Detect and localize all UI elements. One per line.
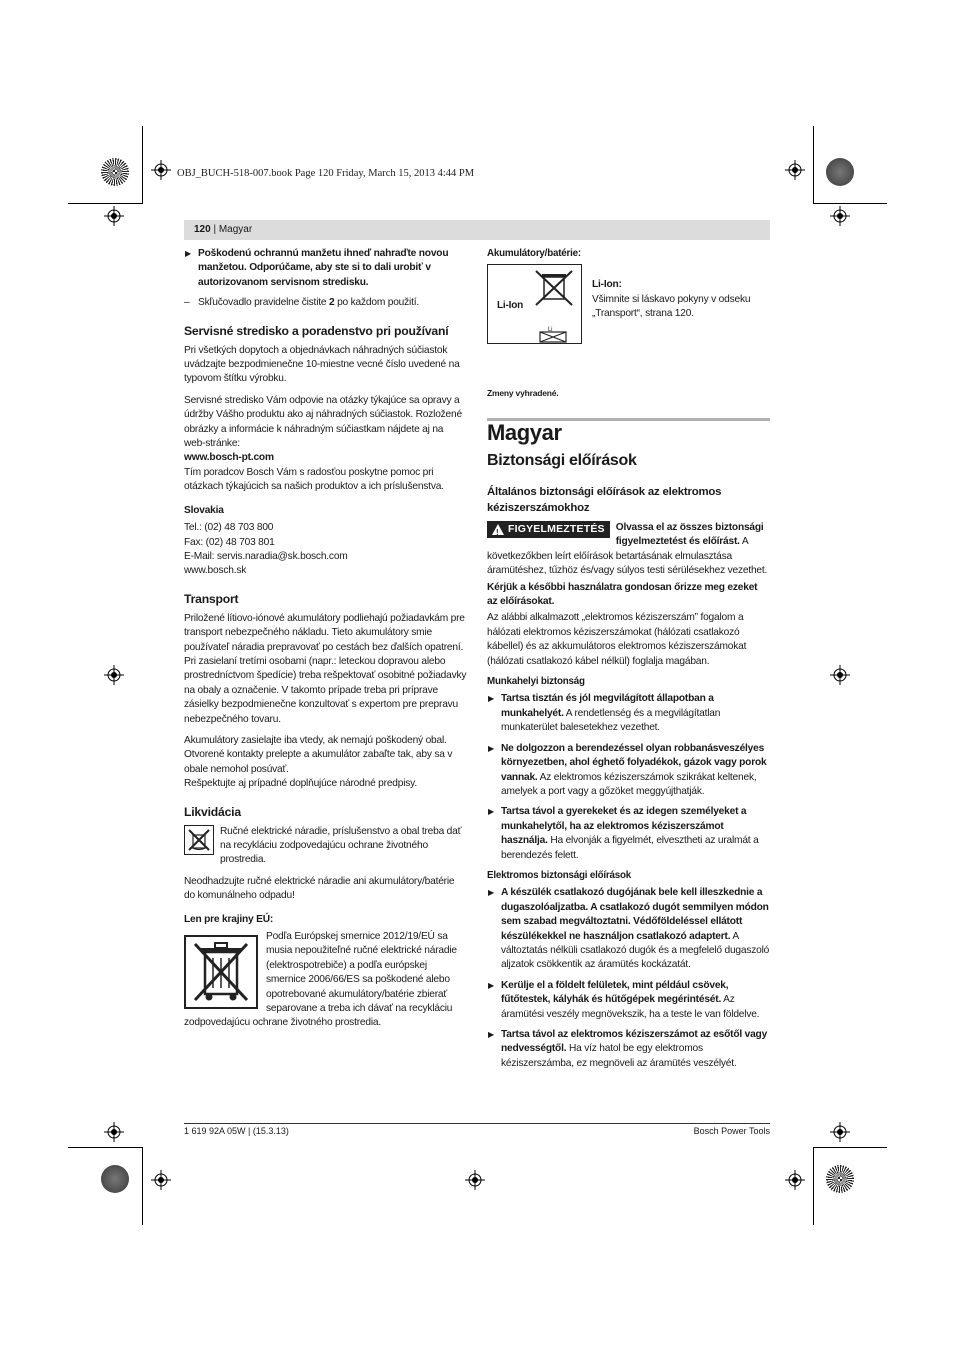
subheading: Munkahelyi biztonság xyxy=(487,676,585,688)
liion-heading: Li-Ion: xyxy=(592,279,622,291)
section-title: Biztonsági előírások xyxy=(487,452,637,469)
warning-badge: ! FIGYELMEZTETÉS xyxy=(487,521,610,538)
bullet-arrow-icon xyxy=(488,886,494,900)
paragraph: Servisné stredisko Vám odpovie na otázky týkajúce sa opravy a údržby Vášho produktu ako aj náhradných súčiastok. Rozložené obrázky a informácie k náhradným súčiastkam nájdete aj na web-stránke: xyxy=(184,394,462,450)
subheading: Elektromos biztonsági előírások xyxy=(487,869,632,881)
section-heading: Transport xyxy=(184,591,239,606)
page-title: Magyar xyxy=(487,420,562,445)
battery-disposal-symbol xyxy=(487,264,582,344)
crop-mark xyxy=(813,126,814,204)
country-heading: Slovakia xyxy=(184,504,224,516)
crop-mark xyxy=(142,1147,143,1225)
color-rosette-icon xyxy=(101,1165,129,1193)
paragraph: Az alábbi alkalmazott „elektromos kéziszerszám” fogalom a hálózati elektromos kéziszerszámokat (hálózati csatlakozó kábellel) és az akkumulátoros elektromos kéziszerszámokat (hálózati csatlakozó kábel nélkül) foglalja magában. xyxy=(487,612,747,667)
section-heading: Általános biztonsági előírások az elektromos kéziszerszámokhoz xyxy=(487,486,722,514)
battery-row xyxy=(487,264,770,344)
crossed-bin-icon xyxy=(184,935,258,1009)
disposal-row xyxy=(184,825,467,868)
registration-mark-icon xyxy=(785,1170,805,1190)
registration-mark-icon xyxy=(151,160,171,180)
crop-mark xyxy=(142,126,143,204)
crossed-battery-bin-icon xyxy=(534,269,574,307)
warning-triangle-icon: ! xyxy=(492,524,504,535)
right-column-top xyxy=(487,247,770,401)
registration-mark-icon xyxy=(104,1122,124,1142)
section-heading: Servisné stredisko a poradenstvo pri používaní xyxy=(184,323,449,338)
list-item: ▶ Tartsa távol az elektromos kéziszerszámot az esőtől vagy nedvességtől. Ha víz hatol be egy elektromos kéziszerszámba, ez megnöveli az áramütés veszélyét. xyxy=(487,1028,770,1071)
crop-mark xyxy=(813,1147,887,1148)
bullet-arrow-icon xyxy=(185,247,191,261)
web-link[interactable]: www.bosch.sk xyxy=(184,565,247,577)
registration-mark-icon xyxy=(785,160,805,180)
color-rosette-icon xyxy=(826,1165,854,1193)
eu-block xyxy=(184,930,467,1031)
web-link[interactable]: www.bosch-pt.com xyxy=(184,452,274,464)
registration-mark-icon xyxy=(830,206,850,226)
recycle-packaging-icon xyxy=(184,825,214,855)
changes-note: Zmeny vyhradené. xyxy=(487,388,559,399)
crop-mark xyxy=(813,1147,814,1225)
list-item: – Skľučovadlo pravidelne čistite 2 po každom použití. xyxy=(184,296,467,310)
left-column xyxy=(184,247,467,1031)
subheading: Len pre krajiny EÚ: xyxy=(184,913,274,925)
registration-mark-icon xyxy=(104,206,124,226)
bullet-arrow-icon xyxy=(488,692,494,706)
dash-mark: – xyxy=(184,297,190,309)
list-item: ▶ Tartsa távol a gyerekeket és az idegen személyeket a munkahelytől, ha az elektromos kéziszerszámot használja. Ha elvonják a figyelmét, elvesztheti az uralmát a berendezés felett. xyxy=(487,805,770,863)
print-info: OBJ_BUCH-518-007.book Page 120 Friday, March 15, 2013 4:44 PM xyxy=(177,168,475,179)
footer-doc-number: 1 619 92A 05W | (15.3.13) xyxy=(184,1126,289,1136)
registration-mark-icon xyxy=(151,1170,171,1190)
li-small-label: Li xyxy=(548,327,553,334)
footer-rule xyxy=(184,1123,770,1124)
list-item: ▶ Ne dolgozzon a berendezéssel olyan robbanásveszélyes környezetben, ahol éghető folyadékok, gázok vagy porok vannak. Az elektromos kéziszerszámok szikrákat keltenek, amelyek a port vagy a gőzöket meggyújthatják. xyxy=(487,742,770,800)
paragraph: Ručné elektrické náradie, príslušenstvo a obal treba dať na recykláciu zodpovedajúcu ochrane životného prostredia. xyxy=(220,825,462,866)
header-separator: | xyxy=(210,224,219,235)
list-item: ▶ Poškodenú ochrannú manžetu ihneď nahraďte novou manžetou. Odporúčame, aby ste si to dali urobiť v autorizovanom servisnom stredisku. xyxy=(184,247,467,290)
paragraph: Neodhadzujte ručné elektrické náradie ani akumulátory/batérie do komunálneho odpadu! xyxy=(184,875,455,902)
phone-text: Tel.: (02) 48 703 800 xyxy=(184,522,274,534)
registration-mark-icon xyxy=(465,1170,485,1190)
liion-note xyxy=(592,278,770,321)
bullet-arrow-icon xyxy=(488,1028,494,1042)
crop-mark xyxy=(813,203,887,204)
running-header xyxy=(184,220,770,240)
paragraph: Tím poradcov Bosch Vám s radosťou poskytne pomoc pri otázkach týkajúcich sa našich produktov a ich príslušenstva. xyxy=(184,466,444,493)
bullet-arrow-icon xyxy=(488,979,494,993)
li-ion-label: Li-Ion xyxy=(497,300,524,312)
paragraph: Akumulátory zasielajte iba vtedy, ak nemajú poškodený obal. Otvorené kontakty prelepte a akumulátor zabaľte tak, aby sa v obale nemohol posúvať. xyxy=(184,734,453,775)
list-item: ▶ Kerülje el a földelt felületek, mint például csövek, fűtőtestek, kályhák és hűtőgépek megérintését. Az áramütési veszély megnövekszik, ha a teste le van földelve. xyxy=(487,979,770,1022)
registration-mark-icon xyxy=(830,1122,850,1142)
list-item: ▶ Tartsa tisztán és jól megvilágított állapotban a munkahelyét. A rendetlenség és a megvilágítatlan munkaterület balesetekhez vezethet. xyxy=(487,692,770,735)
subheading: Akumulátory/batérie: xyxy=(487,248,581,259)
paragraph: Pri všetkých dopytoch a objednávkach náhradných súčiastok uvádzajte bezpodmienečne 10-miestne vecné číslo uvedené na typovom štítku výrobku. xyxy=(184,344,460,385)
bullet-arrow-icon xyxy=(488,805,494,819)
color-rosette-icon xyxy=(101,158,129,186)
recycle-icon xyxy=(538,331,568,343)
crop-mark xyxy=(68,203,142,204)
paragraph: Kérjük a későbbi használatra gondosan őrizze meg ezeket az előírásokat. xyxy=(487,581,758,608)
paragraph: Pri zasielaní tretími osobami (napr.: leteckou dopravou alebo prostredníctvom špedície) treba rešpektovať osobitné požiadavky na obaly a označenie. V takomto prípade treba pri príprave zásielky bezpodmienečne konzultovať s expertom pre prepravu nebezpečného tovaru. xyxy=(184,655,467,725)
right-column-body xyxy=(487,485,770,1077)
paragraph: Priložené lítiovo-iónové akumulátory podliehajú požiadavkám pre transport nebezpečného nákladu. Tieto akumulátory smie používateľ náradia prepravovať po cestách bez ďalších opatrení. xyxy=(184,612,465,653)
bullet-arrow-icon xyxy=(488,742,494,756)
registration-mark-icon xyxy=(104,665,124,685)
color-rosette-icon xyxy=(826,158,854,186)
paragraph: Podľa Európskej smernice 2012/19/EÚ sa musia nepoužiteľné ručné elektrické náradie (elektrospotrebiče) a podľa európskej smernice 2006/66/ES sa poškodené alebo opotrebované akumulátory/batérie zbierať separovane a treba ich dávať na recykláciu zodpovedajúcu ochrane životného prostredia. xyxy=(184,931,457,1029)
paragraph: Všimnite si láskavo pokyny v odseku „Transport“, strana 120. xyxy=(592,293,751,320)
section-heading: Likvidácia xyxy=(184,804,241,819)
email-link[interactable]: E-Mail: servis.naradia@sk.bosch.com xyxy=(184,550,348,562)
registration-mark-icon xyxy=(830,665,850,685)
warning-block: ! FIGYELMEZTETÉS Olvassa el az összes biztonsági figyelmeztetést és előírást. A következőkben leírt előírások betartásának elmulasztása áramütéshez, tűzhöz és/vagy súlyos testi sérülésekhez vezethet. xyxy=(487,522,768,577)
fax-text: Fax: (02) 48 703 801 xyxy=(184,536,275,548)
paragraph: Rešpektujte aj prípadné doplňujúce národné predpisy. xyxy=(184,778,417,790)
footer-brand: Bosch Power Tools xyxy=(693,1126,770,1136)
page-number: 120 xyxy=(194,224,211,235)
header-language: Magyar xyxy=(218,224,253,235)
list-item: ▶ A készülék csatlakozó dugójának bele kell illeszkednie a dugaszolóaljzatba. A csatlakozó dugót semmilyen módon sem szabad megváltoztatni. Védőföldeléssel ellátott készülékekkel ne használjon csatlakozó adaptert. A változtatás nélküli csatlakozó dugók és a megfelelő dugaszoló aljzatok csökkentik az áramütés kockázatát. xyxy=(487,886,770,972)
crop-mark xyxy=(68,1147,142,1148)
